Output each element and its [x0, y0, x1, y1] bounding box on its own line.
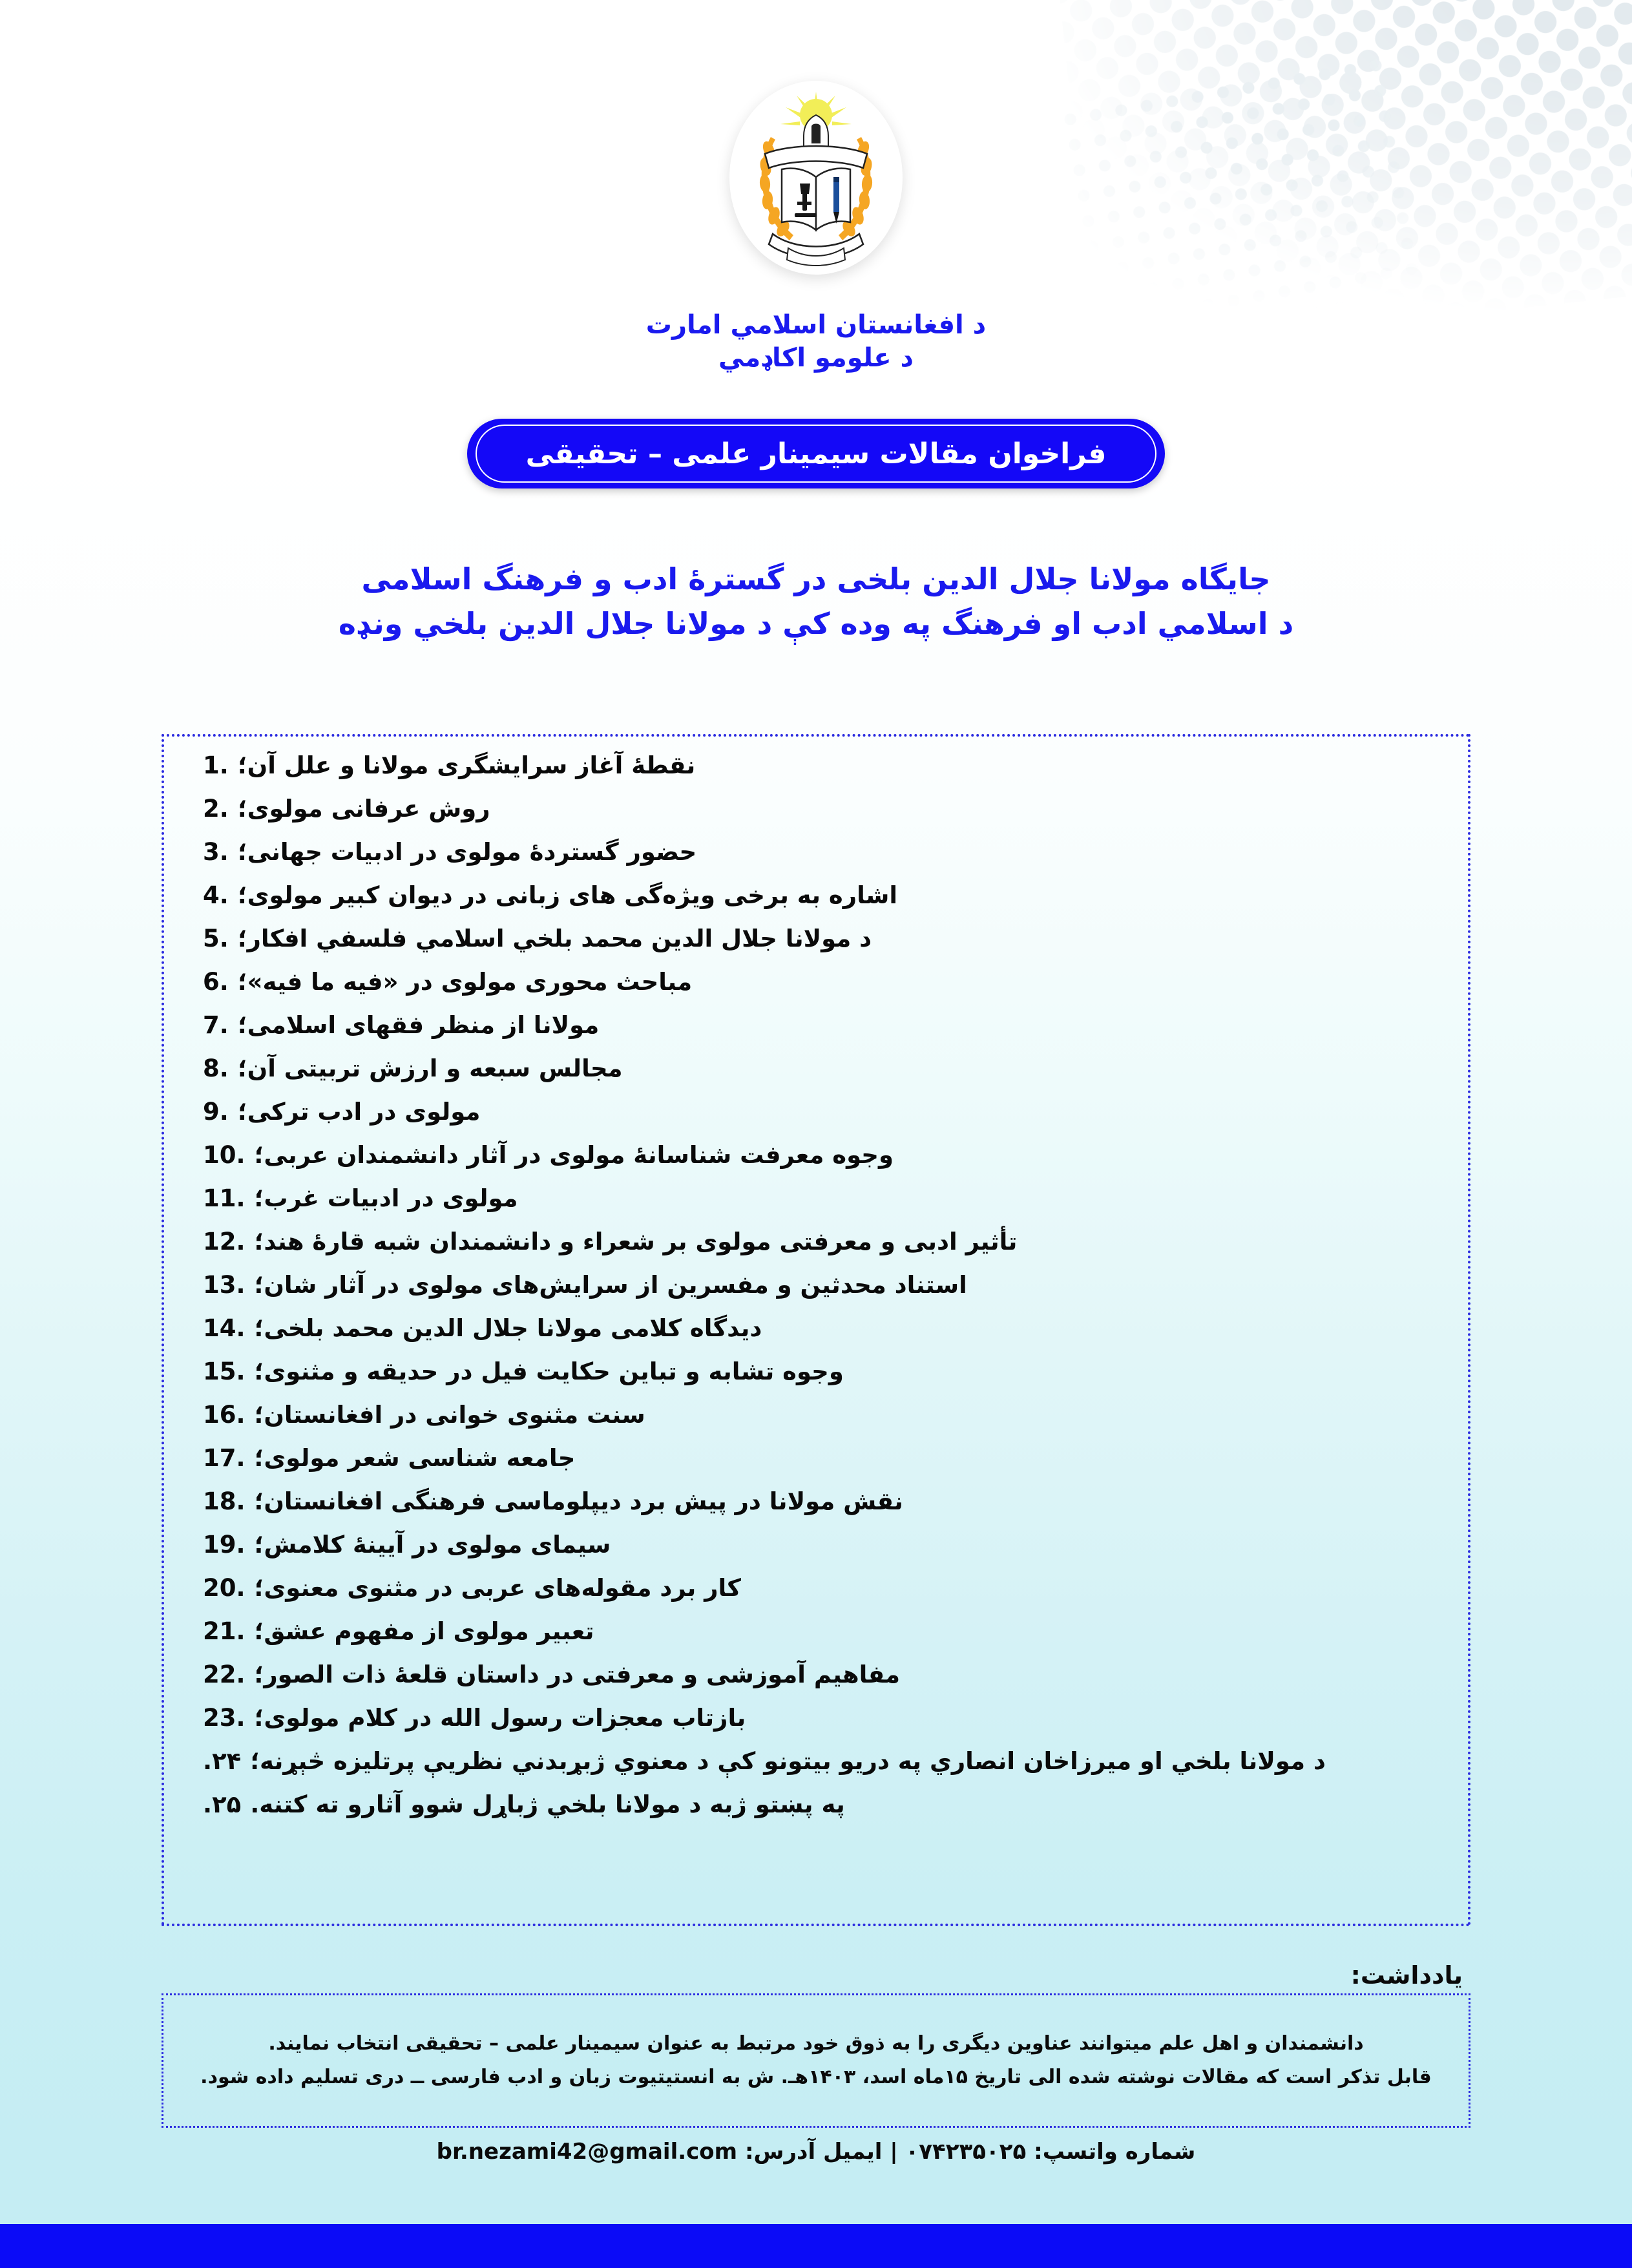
contact-separator: | — [890, 2139, 898, 2165]
topic-item — [203, 927, 1390, 950]
topic-number: 16. — [203, 1401, 246, 1429]
topic-text: اشاره به برخی ویژه‌گی های زبانی در دیوان کبیر مولوی؛ — [237, 881, 898, 909]
topic-number: 6. — [203, 968, 229, 996]
topic-item — [203, 970, 1390, 994]
topic-text: د مولانا جلال الدین محمد بلخي اسلامي فلسفي افکار؛ — [237, 925, 872, 952]
contact-footer — [0, 2139, 1632, 2165]
topic-item — [203, 1706, 1390, 1730]
topic-text: وجوه تشابه و تباین حکایت فیل در حدیقه و مثنوی؛ — [254, 1358, 844, 1385]
topic-text: حضور گستردۀ مولوی در ادبیات جهانی؛ — [237, 838, 697, 866]
topic-number: 1. — [203, 751, 229, 779]
topic-text: په پښتو ژبه د مولانا بلخي ژباړل شوو آثارو ته کتنه. — [250, 1790, 845, 1818]
topic-number: 19. — [203, 1531, 246, 1559]
topic-text: روش عرفانی مولوی؛ — [237, 795, 490, 823]
note-line-1: دانشمندان و اهل علم میتوانند عناوین دیگری را به ذوق خود مرتبط به عنوان سیمینار علمی – تحقیقی انتخاب نمایند. — [268, 2032, 1364, 2055]
topic-number: 22. — [203, 1661, 246, 1688]
topic-text: سیمای مولوی در آیینۀ کلامش؛ — [254, 1531, 611, 1559]
email-address[interactable]: br.nezami42@gmail.com — [436, 2139, 738, 2165]
note-line-2: قابل تذکر است که مقالات نوشته شده الی تاریخ ۱۵ماه اسد، ۱۴۰۳هـ. ش به انستیتیوت زبان و ادب فارسی ــ دری تسلیم داده شود. — [200, 2066, 1432, 2088]
topic-item — [203, 1533, 1390, 1557]
topic-text: مولانا از منظر فقهای اسلامی؛ — [237, 1011, 600, 1039]
topic-text: سنت مثنوی خوانی در افغانستان؛ — [254, 1401, 645, 1429]
org-name-line-2: د علومو اکاډمي — [718, 343, 914, 373]
note-box — [162, 1993, 1470, 2128]
topic-item — [203, 1446, 1390, 1470]
topic-item — [203, 1143, 1390, 1167]
topic-item — [203, 1489, 1390, 1513]
topic-item — [203, 1100, 1390, 1124]
topics-box — [162, 734, 1470, 1926]
topics-list — [203, 753, 1429, 1816]
topic-text: بازتاب معجزات رسول الله در کلام مولوی؛ — [254, 1704, 746, 1732]
topic-number: 23. — [203, 1704, 246, 1732]
topic-number: 12. — [203, 1228, 246, 1255]
call-for-papers-banner — [467, 419, 1165, 488]
page-title-line-dari: جایگاه مولانا جلال الدین بلخی در گسترۀ ادب و فرهنگ اسلامی — [361, 562, 1271, 596]
topic-text: وجوه معرفت شناسانۀ مولوی در آثار دانشمندان عربی؛ — [254, 1141, 894, 1169]
topic-item — [203, 1792, 1390, 1816]
topic-number: 15. — [203, 1358, 246, 1385]
emblem-icon — [735, 87, 897, 269]
topic-number: 10. — [203, 1141, 246, 1169]
page-title-line-pashto: د اسلامي ادب او فرهنگ په وده کې د مولانا جلال الدین بلخي ونډه — [338, 606, 1294, 641]
topic-text: جامعه شناسی شعر مولوی؛ — [254, 1444, 576, 1472]
topic-number: 3. — [203, 838, 229, 866]
topic-number: 20. — [203, 1574, 246, 1602]
topic-text: تعبیر مولوی از مفهوم عشق؛ — [254, 1617, 594, 1645]
topic-item — [203, 1749, 1390, 1773]
page-title — [0, 557, 1632, 646]
topic-text: نقش مولانا در پیش برد دیپلوماسی فرهنگی افغانستان؛ — [254, 1487, 903, 1515]
topic-text: تأثیر ادبی و معرفتی مولوی بر شعراء و دانشمندان شبه قارۀ هند؛ — [254, 1228, 1018, 1255]
topic-text: مباحث محوری مولوی در «فیه ما فیه»؛ — [237, 968, 693, 996]
organization-name — [0, 309, 1632, 375]
topic-number: 7. — [203, 1011, 229, 1039]
topic-number: 4. — [203, 881, 229, 909]
topic-text: مولوی در ادب ترکی؛ — [237, 1098, 481, 1126]
banner-label: فراخوان مقالات سیمینار علمی – تحقیقی — [525, 437, 1107, 470]
topic-text: دیدگاه کلامی مولانا جلال الدین محمد بلخی؛ — [254, 1314, 762, 1342]
topic-item — [203, 1403, 1390, 1427]
topic-text: کار برد مقوله‌های عربی در مثنوی معنوی؛ — [254, 1574, 741, 1602]
topic-number: ۲۴. — [203, 1747, 242, 1775]
topic-item — [203, 1013, 1390, 1037]
topic-item — [203, 753, 1390, 777]
topic-item — [203, 1360, 1390, 1383]
topic-item — [203, 797, 1390, 821]
whatsapp-number: ۰۷۴۲۳۵۰۲۵ — [905, 2139, 1027, 2165]
note-heading: یادداشت: — [1350, 1961, 1463, 1990]
topic-item — [203, 883, 1390, 907]
topic-text: نقطۀ آغاز سرایشگری مولانا و علل آن؛ — [237, 751, 696, 779]
topic-item — [203, 1619, 1390, 1643]
topic-number: 8. — [203, 1055, 229, 1082]
topic-item — [203, 1186, 1390, 1210]
topic-item — [203, 1230, 1390, 1254]
emblem-disc — [729, 81, 903, 275]
topic-item — [203, 1056, 1390, 1080]
email-label: ایمیل آدرس: — [744, 2139, 883, 2165]
topic-number: 5. — [203, 925, 229, 952]
topic-item — [203, 1576, 1390, 1600]
academy-emblem — [719, 71, 913, 284]
topic-number: 14. — [203, 1314, 246, 1342]
topic-number: 17. — [203, 1444, 246, 1472]
halftone-dots-decoration — [1059, 0, 1632, 353]
topic-number: ۲۵. — [203, 1790, 242, 1818]
topic-number: 11. — [203, 1184, 246, 1212]
topic-item — [203, 1273, 1390, 1297]
topic-text: مجالس سبعه و ارزش تربیتی آن؛ — [237, 1055, 623, 1082]
topic-text: مفاهیم آموزشی و معرفتی در داستان قلعۀ ذات الصور؛ — [254, 1661, 901, 1688]
topic-item — [203, 1316, 1390, 1340]
topic-number: 9. — [203, 1098, 229, 1126]
topic-number: 18. — [203, 1487, 246, 1515]
topic-item — [203, 840, 1390, 864]
topic-number: 13. — [203, 1271, 246, 1299]
whatsapp-label: شماره واتسپ: — [1034, 2139, 1196, 2165]
topic-text: مولوی در ادبیات غرب؛ — [254, 1184, 518, 1212]
topic-number: 2. — [203, 795, 229, 823]
topic-text: استناد محدثین و مفسرین از سرایش‌های مولوی در آثار شان؛ — [254, 1271, 967, 1299]
topic-text: د مولانا بلخي او میرزاخان انصاري په دریو بیتونو کې د معنوي ژبړبدني نظریې پرتلیزه څېړنه؛ — [250, 1747, 1326, 1775]
topic-number: 21. — [203, 1617, 246, 1645]
org-name-line-1: د افغانستان اسلامي امارت — [645, 310, 987, 340]
bottom-blue-bar — [0, 2224, 1632, 2268]
topic-item — [203, 1663, 1390, 1686]
